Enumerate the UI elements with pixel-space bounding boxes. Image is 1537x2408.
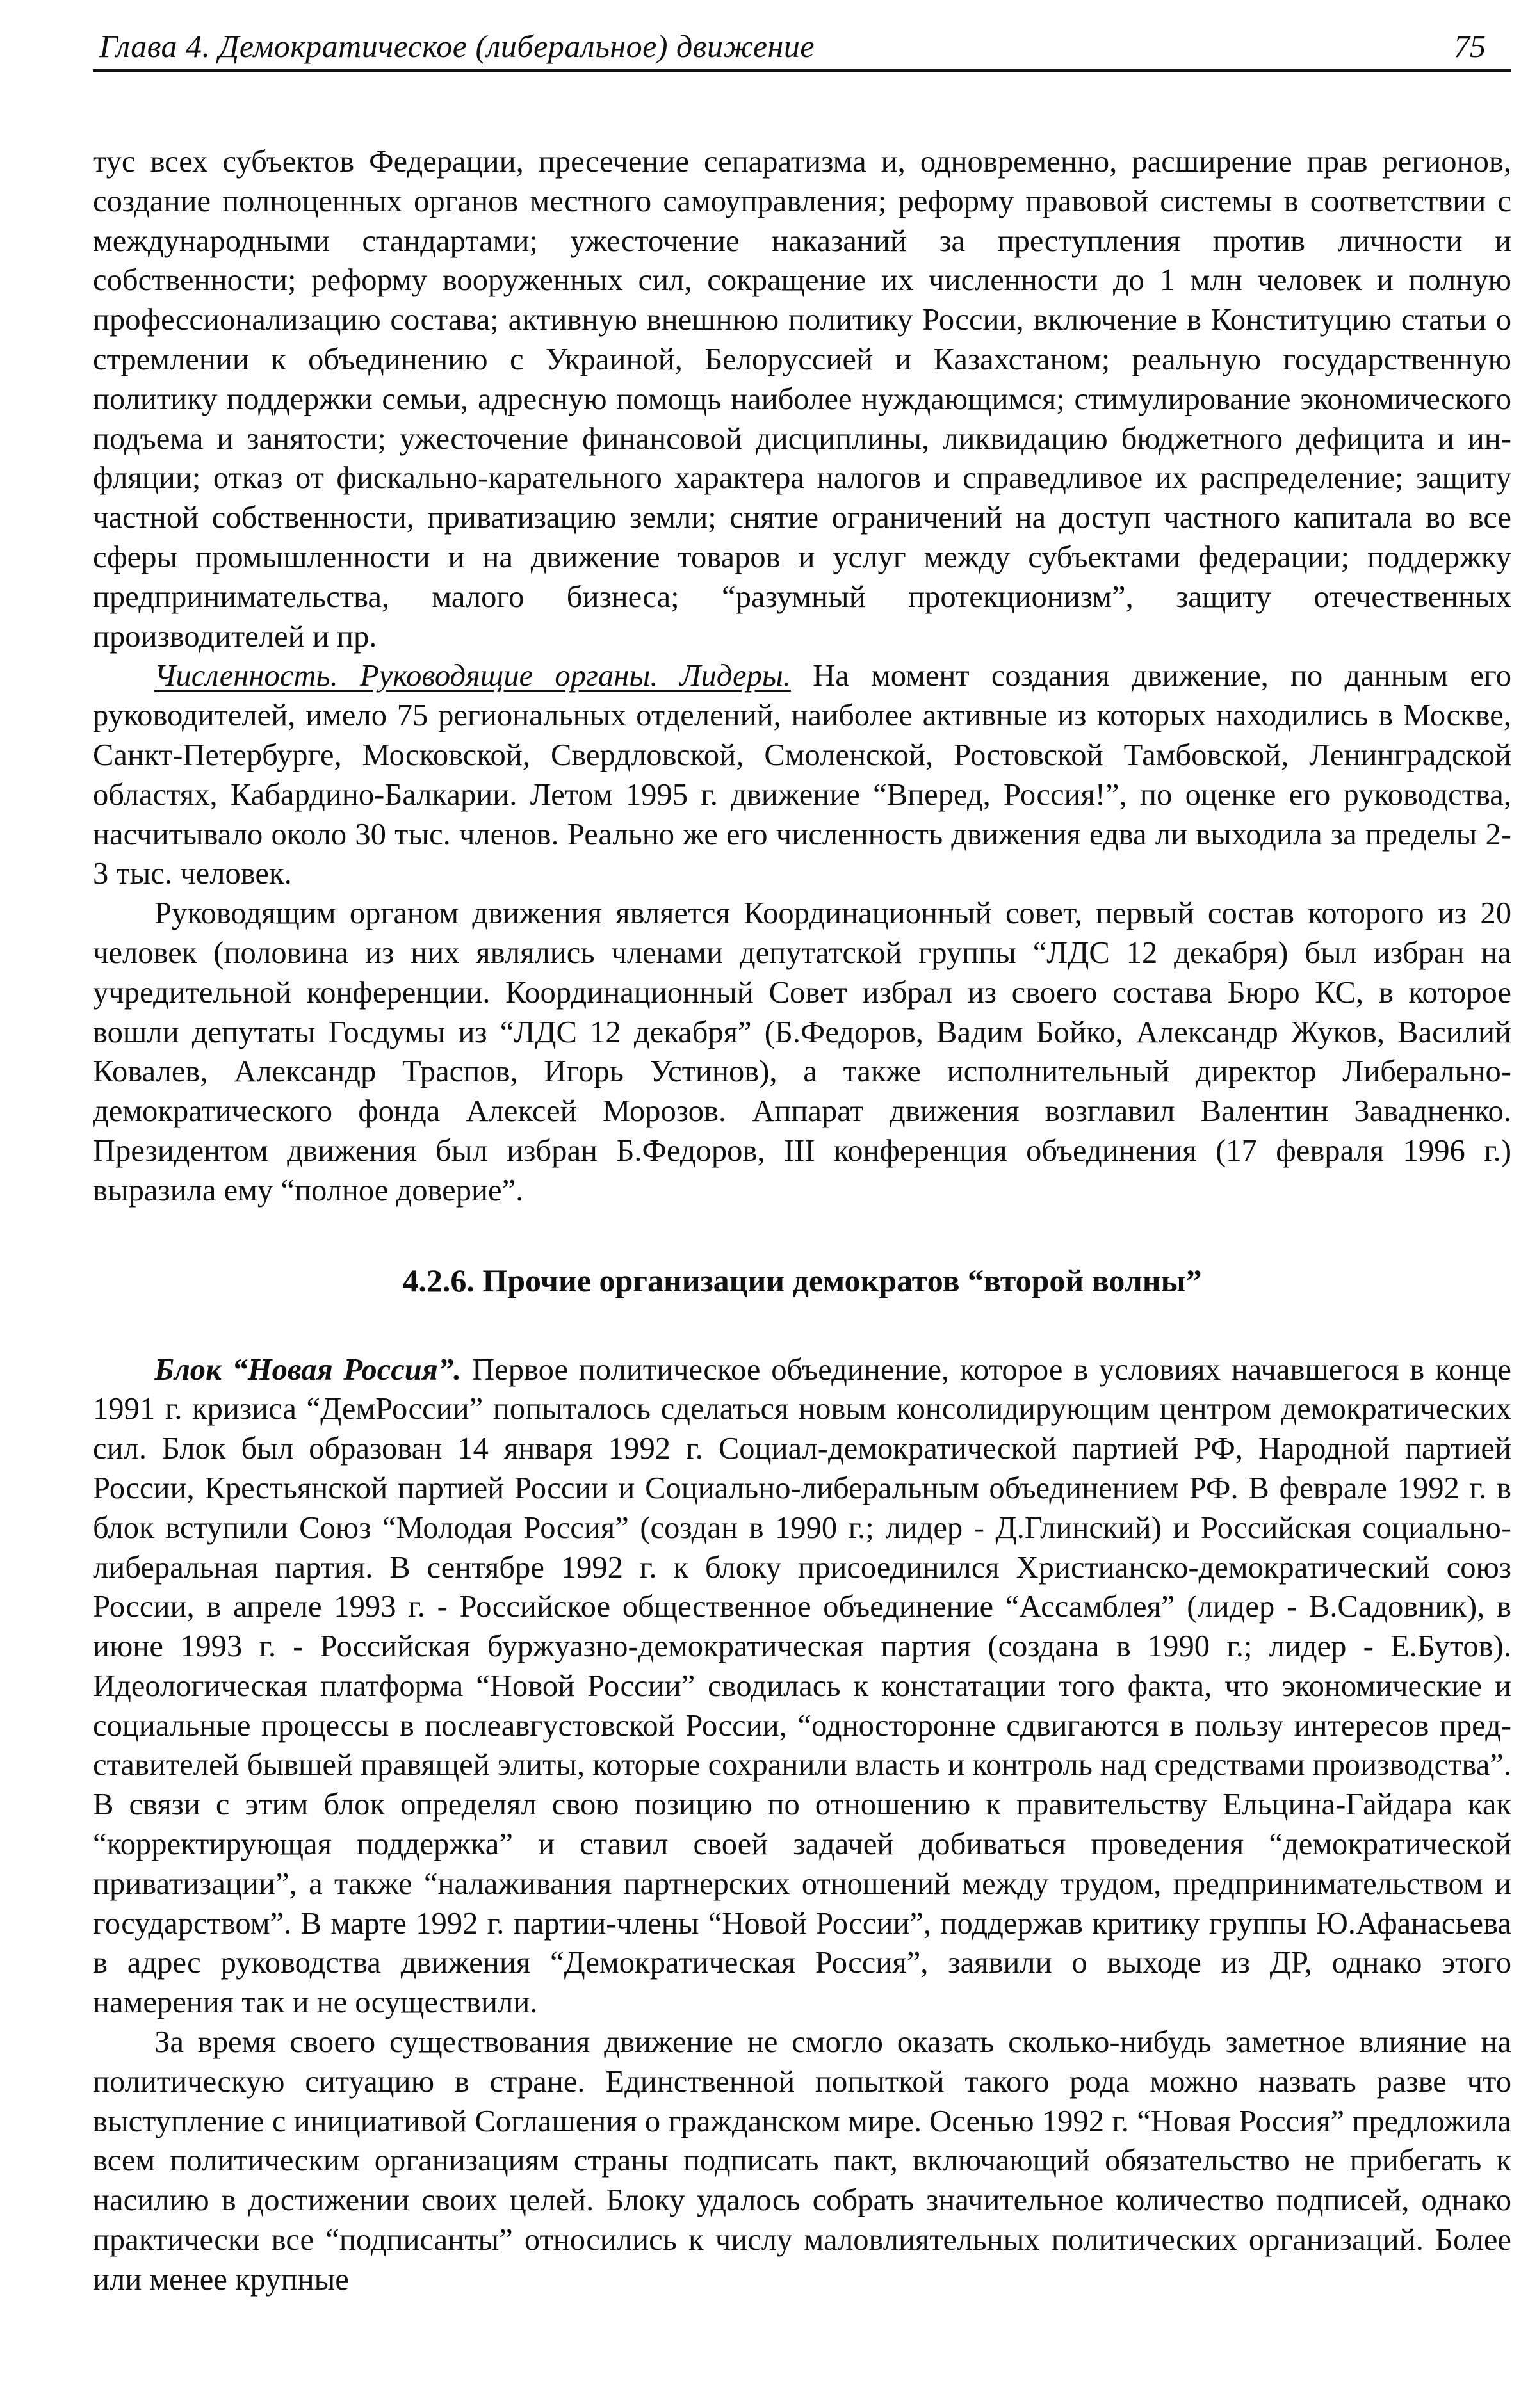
book-page bbox=[93, 19, 1511, 2300]
page-number: 75 bbox=[1454, 28, 1486, 64]
paragraph-text: На момент создания движение, по данным его руководителей, имело 75 региональных отделений, наиболее активные из которых находились в Москве, Санкт-Петербурге, Московской, Свердловской, Смоленской, Ростовской Тамбовской, Ленинградской областях, Кабардино-Балкарии. Летом 1995 г. движение “Вперед, Россия!”, по оценке его руководства, насчитывало около 30 тыс. членов. Реально же его численность движения едва ли выходила за пределы 2-3 тыс. человек. bbox=[93, 658, 1511, 891]
running-header bbox=[93, 19, 1511, 72]
paragraph-text: Первое политическое объединение, которое в условиях начавшегося в конце 1991 г. кризиса “ДемРоссии” попыталось сделаться новым консолидирующим центром демократических сил. Блок был образован 14 января 1992 г. Социал-демократической партией РФ, Народной партией России, Крестьянской партией России и Социально-либеральным объединением РФ. В феврале 1992 г. в блок вступили Союз “Молодая Россия” (создан в 1990 г.; лидер - Д.Глинский) и Российская социально-либеральная партия. В сентябре 1992 г. к блоку присоединился Христианско-демократический союз России, в апреле 1993 г. - Российское общественное объединение “Ассамблея” (лидер - В.Садовник), в июне 1993 г. - Российская буржуазно-демократическая партия (создана в 1990 г.; лидер - Е.Бутов). Идеологическая платформа “Новой России” сводилась к констатации того факта, что экономические и социальные процессы в послеавгустовской России, “односторонне сдвигаются в пользу интересов представителей бывшей правящей элиты, которые сохранили власть и контроль над средствами производства”. В связи с этим блок определял свою позицию по отношению к правительству Ельцина-Гайдара как “корректирующая поддержка” и ставил своей задачей добиваться проведения “демократической приватизации”, а также “налаживания партнерских отношений между трудом, предпринимательством и государством”. В марте 1992 г. партии-члены “Новой России”, поддержав критику группы Ю.Афанасьева в адрес руководства движения “Демократическая Россия”, заявили о выходе из ДР, однако этого намерения так и не осуществили. bbox=[93, 1352, 1512, 2020]
paragraph-membership bbox=[93, 656, 1511, 894]
section-heading: 4.2.6. Прочие организации демократов “второй волны” bbox=[402, 1262, 1202, 1298]
paragraph-lead-heading: Блок “Новая Россия”. bbox=[154, 1352, 462, 1387]
paragraph-influence: За время своего существования движение не смогло оказать сколько-нибудь заметное влияние на политическую ситуацию в стране. Единственной попыткой такого рода можно назвать разве что выступление с инициативой Соглашения о гражданском мире. Осенью 1992 г. “Новая Россия” предложила всем политическим организациям страны подписать пакт, включающий обязательство не прибегать к насилию в достижении своих целей. Блоку удалось собрать значительное количество подписей, однако практически все “подписанты” относились к числу маловлиятельных политических организаций. Более или менее крупные bbox=[93, 2024, 1511, 2297]
chapter-title: Глава 4. Демократическое (либеральное) движение bbox=[99, 28, 815, 64]
paragraph-lead-heading: Численность. Руководящие органы. Лидеры. bbox=[154, 658, 791, 693]
paragraph-continuation: тус всех субъектов Федерации, пресечение сепаратизма и, одновременно, расширение прав регионов, создание полноценных органов местного самоуправления; реформу правовой системы в соответствии с международными стандартами; ужесточение наказаний за преступления против личности и собственности; реформу вооруженных сил, сокращение их численности до 1 млн человек и полную профессионализацию состава; активную внешнюю политику России, включение в Конституцию статьи о стремлении к объединению с Украиной, Белоруссией и Казахстаном; реальную государственную политику поддержки семьи, адресную помощь наиболее нуждающимся; стимулирование экономического подъема и занятости; ужесточение финансовой дисциплины, ликвидацию бюджетного дефицита и инфляции; отказ от фискально-карательного характера налогов и справедливое их распределение; защиту частной собственности, приватизацию земли; снятие ограничений на доступ частного капитала во все сферы промышленности и на движение товаров и услуг между субъектами федерации; поддержку предпринимательства, малого бизнеса; “разумный протекционизм”, защиту отечественных производителей и пр. bbox=[93, 144, 1511, 654]
body-text bbox=[93, 142, 1511, 2300]
paragraph-new-russia-bloc bbox=[93, 1350, 1511, 2023]
paragraph-governing-body: Руководящим органом движения является Координационный совет, первый состав которого из 20 человек (половина из них являлись членами депутатской группы “ЛДС 12 декабря) был избран на учредительной конференции. Координационный Совет избрал из своего состава Бюро КС, в которое вошли депутаты Госдумы из “ЛДС 12 декабря” (Б.Федоров, Вадим Бойко, Александр Жуков, Василий Ковалев, Александр Траспов, Игорь Устинов), а также исполнительный директор Либерально-демократического фонда Алексей Морозов. Аппарат движения возглавил Валентин Завадненко. Президентом движения был избран Б.Федоров, III конференция объединения (17 февраля 1996 г.) выразила ему “полное доверие”. bbox=[93, 896, 1511, 1208]
